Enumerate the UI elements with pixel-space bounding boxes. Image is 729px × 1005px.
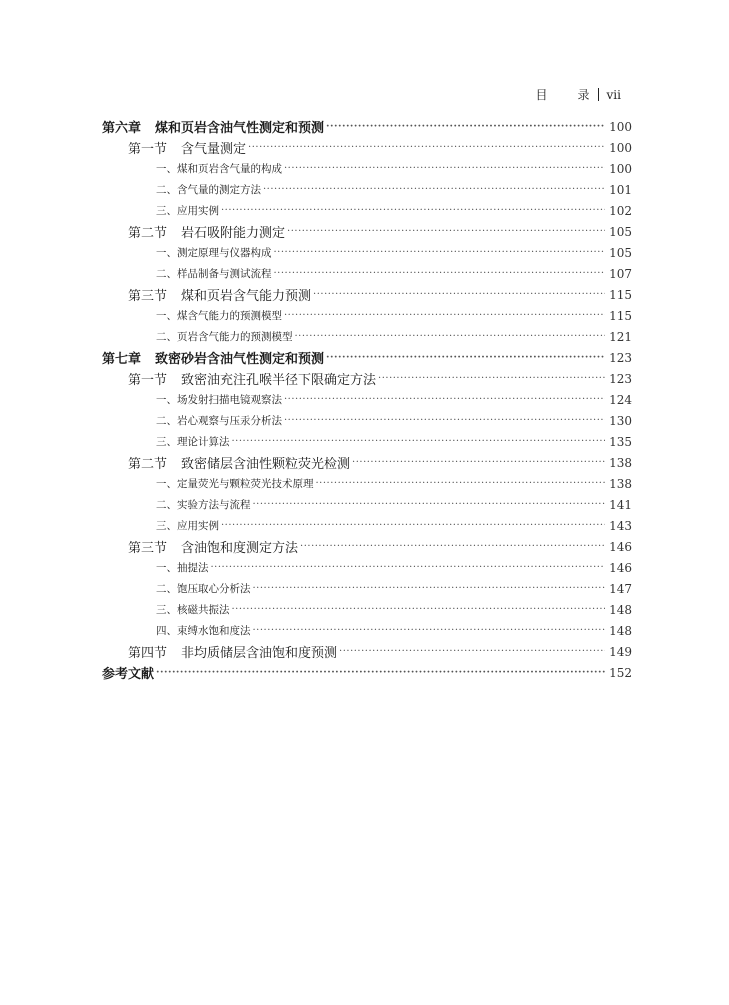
dot-leader [326, 353, 605, 363]
toc-entry-text: 含油饱和度测定方法 [181, 541, 299, 556]
toc-entry-level-2 [102, 641, 632, 662]
toc-entry-level-3 [102, 179, 632, 200]
dot-leader [284, 311, 605, 321]
dot-leader [232, 437, 606, 447]
toc-entry-text: 二、含气量的测定方法 [156, 184, 261, 196]
dot-leader [352, 458, 605, 468]
toc-entry-level-3 [102, 515, 632, 536]
toc-entry-page: 148 [609, 602, 632, 617]
toc-entry-title [156, 602, 230, 617]
toc-entry-number: 第四节 [128, 646, 168, 661]
toc-entry-text: 致密油充注孔喉半径下限确定方法 [181, 373, 377, 388]
dot-leader [287, 227, 605, 237]
toc-entry-title [156, 161, 282, 176]
toc-entry-text: 三、核磁共振法 [156, 604, 230, 616]
toc-entry-page: 105 [609, 245, 632, 260]
toc-entry-page: 107 [609, 266, 632, 281]
toc-entry-title [128, 285, 311, 304]
toc-entry-title [102, 348, 324, 367]
toc-entry-level-3 [102, 473, 632, 494]
header-label-lu: 录 [577, 88, 590, 102]
toc-entry-page: 147 [609, 581, 632, 596]
toc-entry-text: 二、实验方法与流程 [156, 499, 251, 511]
toc-entry-page: 100 [609, 140, 632, 155]
toc-entry-page: 100 [609, 161, 632, 176]
toc-entry-text: 三、理论计算法 [156, 436, 230, 448]
toc-entry-title [156, 392, 282, 407]
dot-leader [326, 122, 605, 132]
toc-entry-page: 135 [609, 434, 632, 449]
toc-entry-page: 141 [609, 497, 632, 512]
toc-entry-number: 第二节 [128, 457, 168, 472]
toc-entry-page: 101 [609, 182, 632, 197]
dot-leader [284, 395, 605, 405]
toc-entry-title [156, 182, 261, 197]
dot-leader [284, 164, 605, 174]
header-divider [598, 88, 599, 101]
toc-entry-level-1 [102, 116, 632, 137]
dot-leader [248, 143, 605, 153]
toc-entry-text: 二、岩心观察与压汞分析法 [156, 415, 282, 427]
toc-entry-text: 四、束缚水饱和度法 [156, 625, 251, 637]
toc-entry-title [102, 663, 154, 682]
toc-entry-text: 一、煤和页岩含气量的构成 [156, 163, 282, 175]
toc-entry-level-3 [102, 263, 632, 284]
dot-leader [253, 626, 606, 636]
toc-entry-level-3 [102, 305, 632, 326]
dot-leader [232, 605, 606, 615]
toc-entry-page: 146 [609, 560, 632, 575]
toc-entry-page: 100 [609, 119, 632, 134]
toc-entry-level-3 [102, 158, 632, 179]
toc-entry-level-3 [102, 410, 632, 431]
toc-entry-level-3 [102, 494, 632, 515]
toc-entry-title [156, 329, 293, 344]
toc-entry-level-2 [102, 368, 632, 389]
toc-entry-level-3 [102, 599, 632, 620]
table-of-contents [102, 116, 632, 683]
toc-entry-title [128, 642, 337, 661]
toc-entry-level-1 [102, 662, 632, 683]
toc-entry-title [156, 623, 251, 638]
toc-entry-page: 138 [609, 476, 632, 491]
toc-entry-number: 第二节 [128, 226, 168, 241]
toc-entry-text: 致密砂岩含油气性测定和预测 [155, 352, 325, 367]
toc-entry-title [156, 560, 209, 575]
toc-entry-level-3 [102, 557, 632, 578]
toc-entry-text: 二、饱压取心分析法 [156, 583, 251, 595]
toc-entry-page: 130 [609, 413, 632, 428]
toc-entry-number: 第一节 [128, 142, 168, 157]
toc-entry-page: 152 [609, 665, 632, 680]
dot-leader [253, 584, 606, 594]
toc-entry-title [128, 369, 376, 388]
dot-leader [316, 479, 606, 489]
toc-entry-text: 参考文献 [102, 667, 155, 682]
toc-entry-level-2 [102, 284, 632, 305]
dot-leader [378, 374, 605, 384]
toc-entry-text: 一、测定原理与仪器构成 [156, 247, 272, 259]
toc-entry-title [156, 245, 272, 260]
header-page-number: vii [606, 87, 621, 102]
dot-leader [263, 185, 605, 195]
toc-entry-title [156, 266, 272, 281]
toc-entry-text: 二、样品制备与测试流程 [156, 268, 272, 280]
dot-leader [211, 563, 606, 573]
toc-entry-text: 三、应用实例 [156, 205, 219, 217]
dot-leader [274, 248, 606, 258]
dot-leader [300, 542, 605, 552]
toc-entry-number: 第一节 [128, 373, 168, 388]
toc-entry-page: 148 [609, 623, 632, 638]
toc-entry-title [156, 413, 282, 428]
toc-entry-level-3 [102, 578, 632, 599]
toc-entry-title [156, 308, 282, 323]
dot-leader [313, 290, 605, 300]
toc-entry-title [128, 453, 350, 472]
toc-entry-page: 121 [609, 329, 632, 344]
toc-entry-text: 一、场发射扫描电镜观察法 [156, 394, 282, 406]
toc-entry-number: 第七章 [102, 352, 142, 367]
toc-entry-title [128, 537, 298, 556]
toc-entry-level-2 [102, 137, 632, 158]
toc-entry-level-3 [102, 620, 632, 641]
dot-leader [156, 668, 605, 678]
toc-entry-text: 一、抽提法 [156, 562, 209, 574]
dot-leader [221, 206, 605, 216]
toc-entry-level-3 [102, 242, 632, 263]
toc-entry-text: 非均质储层含油饱和度预测 [181, 646, 338, 661]
toc-entry-title [128, 222, 285, 241]
dot-leader [274, 269, 606, 279]
toc-entry-title [156, 434, 230, 449]
toc-entry-title [156, 476, 314, 491]
toc-entry-level-3 [102, 200, 632, 221]
toc-entry-page: 149 [609, 644, 632, 659]
toc-entry-text: 三、应用实例 [156, 520, 219, 532]
header-label-mu: 目 [535, 88, 548, 102]
toc-entry-text: 二、页岩含气能力的预测模型 [156, 331, 293, 343]
toc-entry-page: 123 [609, 350, 632, 365]
toc-entry-text: 一、煤含气能力的预测模型 [156, 310, 282, 322]
toc-entry-level-2 [102, 536, 632, 557]
toc-entry-level-3 [102, 431, 632, 452]
toc-entry-page: 115 [609, 287, 632, 302]
toc-entry-number: 第三节 [128, 541, 168, 556]
toc-entry-number: 第三节 [128, 289, 168, 304]
toc-entry-level-3 [102, 389, 632, 410]
toc-entry-title [156, 497, 251, 512]
toc-entry-title [102, 117, 324, 136]
dot-leader [221, 521, 605, 531]
dot-leader [339, 647, 605, 657]
toc-entry-page: 124 [609, 392, 632, 407]
toc-entry-page: 123 [609, 371, 632, 386]
toc-entry-page: 102 [609, 203, 632, 218]
toc-entry-text: 一、定量荧光与颗粒荧光技术原理 [156, 478, 314, 490]
toc-entry-level-3 [102, 326, 632, 347]
toc-entry-level-2 [102, 221, 632, 242]
running-header [536, 86, 622, 103]
toc-entry-text: 含气量测定 [181, 142, 247, 157]
toc-entry-page: 143 [609, 518, 632, 533]
toc-entry-title [156, 518, 219, 533]
toc-entry-text: 煤和页岩含油气性测定和预测 [155, 121, 325, 136]
toc-entry-text: 岩石吸附能力测定 [181, 226, 286, 241]
dot-leader [295, 332, 606, 342]
toc-entry-number: 第六章 [102, 121, 142, 136]
toc-entry-text: 致密储层含油性颗粒荧光检测 [181, 457, 351, 472]
toc-entry-page: 138 [609, 455, 632, 470]
toc-entry-title [128, 138, 246, 157]
toc-entry-title [156, 581, 251, 596]
toc-entry-page: 105 [609, 224, 632, 239]
toc-entry-level-1 [102, 347, 632, 368]
toc-entry-page: 146 [609, 539, 632, 554]
toc-entry-page: 115 [609, 308, 632, 323]
toc-entry-title [156, 203, 219, 218]
toc-entry-level-2 [102, 452, 632, 473]
dot-leader [284, 416, 605, 426]
dot-leader [253, 500, 606, 510]
toc-entry-text: 煤和页岩含气能力预测 [181, 289, 312, 304]
